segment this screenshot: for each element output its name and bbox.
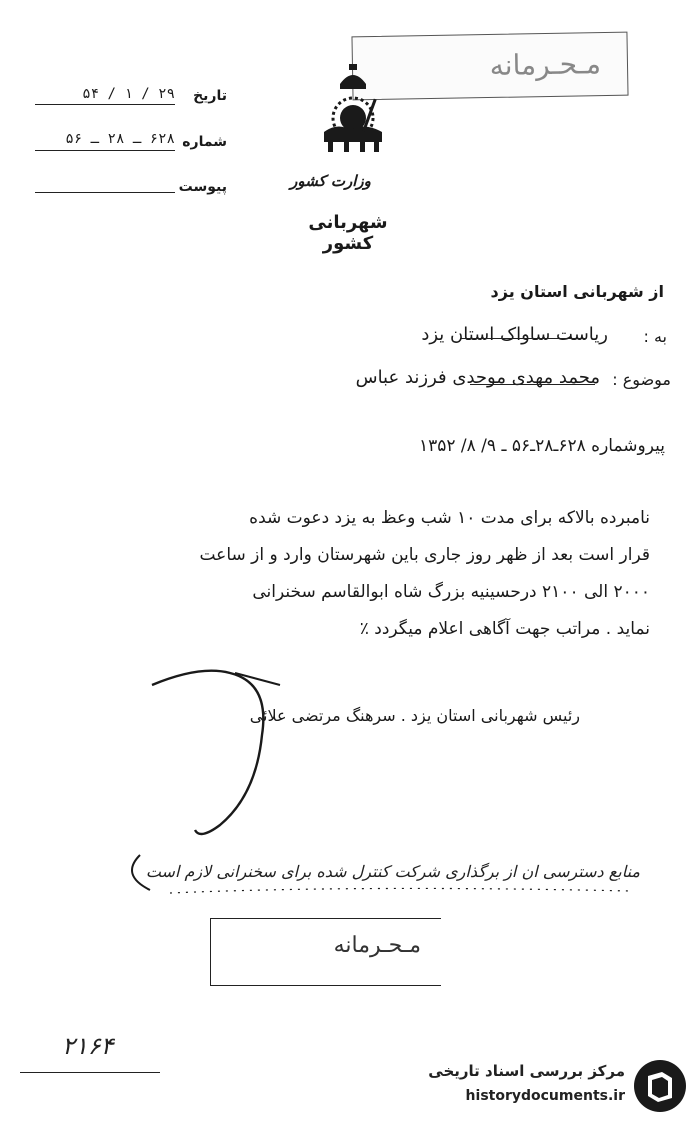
to-value-strike	[460, 338, 585, 339]
body-line-2: قرار است بعد از ظهر روز جاری باین شهرستان وارد و از ساعت	[199, 545, 650, 565]
subject-label: موضوع :	[612, 370, 671, 389]
date-value: ۲۹ / ۱ / ۵۴	[82, 86, 175, 102]
watermark-logo-icon	[632, 1058, 688, 1114]
handwritten-note: منابع دسترسی ان از برگذاری شرکت کنترل شده برای سخنرانی لازم است	[145, 862, 640, 881]
handwriting-underline-icon	[110, 845, 650, 905]
bottom-stamp-text: مـحـرمانه	[333, 933, 421, 958]
subject-value-underline	[470, 384, 595, 385]
watermark-title: مرکز بررسی اسناد تاریخی	[428, 1062, 625, 1080]
signature-line: رئیس شهربانی استان یزد . سرهنگ مرتضی علائی	[249, 706, 580, 725]
watermark-url: historydocuments.ir	[465, 1088, 625, 1104]
to-label: به :	[643, 327, 667, 346]
classification-stamp-text: مـحـرمانه	[489, 47, 602, 83]
classification-stamp	[351, 32, 628, 101]
from-line: از شهربانی استان یزد	[490, 282, 664, 301]
police-name: شهربانی کشور	[308, 212, 388, 254]
number-label: شماره	[182, 134, 227, 150]
date-label: تاریخ	[193, 88, 227, 104]
attachment-label: پیوست	[178, 179, 227, 195]
bottom-number: ۲۱۶۴	[62, 1032, 114, 1060]
lion-and-sun-emblem-icon	[318, 62, 388, 158]
body-line-1: نامبرده بالاکه برای مدت ۱۰ شب وعظ به یزد دعوت شده	[249, 508, 650, 528]
body-line-4: نماید . مراتب جهت آگاهی اعلام میگردد ٪	[359, 619, 650, 639]
number-value: ۶۲۸ ـ ۲۸ ـ ۵۶	[65, 131, 175, 147]
to-value: ریاست ساواک استان یزد	[421, 324, 608, 345]
number-line	[35, 150, 175, 151]
bottom-number-line	[20, 1072, 160, 1073]
bottom-stamp-box	[210, 918, 441, 986]
signature-scribble-icon	[140, 655, 340, 845]
subject-value: محمد مهدی موحدی فرزند عباس	[355, 367, 600, 388]
date-line	[35, 104, 175, 105]
ministry-name: وزارت کشور	[290, 172, 371, 190]
attachment-line	[35, 192, 175, 193]
letter-body	[90, 500, 650, 648]
body-line-3: ۲۰۰۰ الی ۲۱۰۰ درحسینیه بزرگ شاه ابوالقاسم سخنرانی	[252, 582, 650, 602]
reference-line: پیروشماره ۶۲۸ـ۲۸ـ۵۶ ـ ۹/ ۸/ ۱۳۵۲	[418, 436, 665, 456]
